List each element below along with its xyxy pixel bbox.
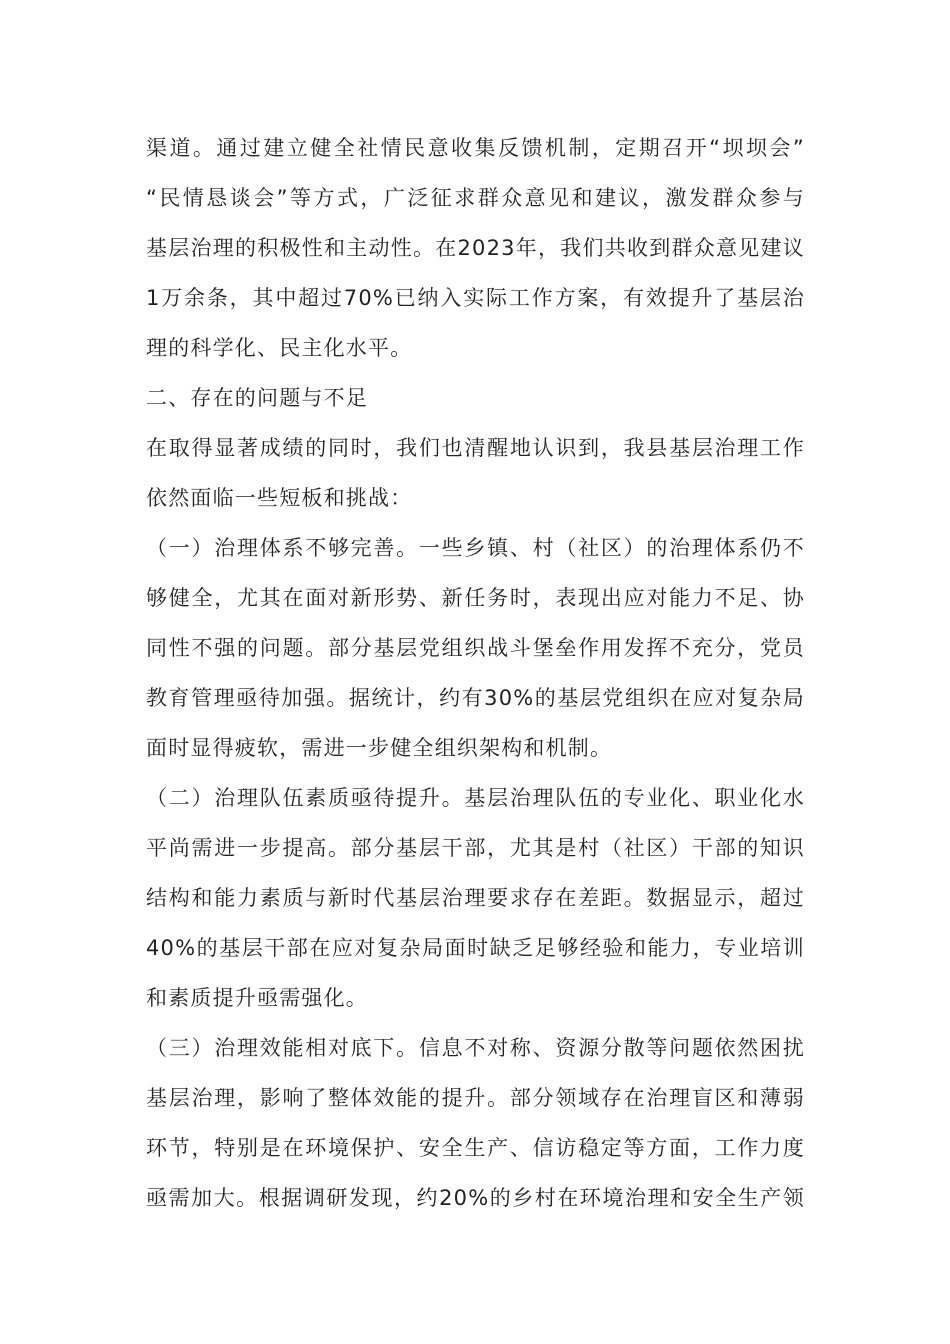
text-line: 同性不强的问题。部分基层党组织战斗堡垒作用发挥不充分，党员 (146, 636, 805, 660)
text-line: （二）治理队伍素质亟待提升。基层治理队伍的专业化、职业化水 (146, 786, 805, 810)
text-line: （一）治理体系不够完善。一些乡镇、村（社区）的治理体系仍不 (146, 536, 805, 560)
text-line: 在取得显著成绩的同时，我们也清醒地认识到，我县基层治理工作 (146, 436, 805, 460)
text-line: 平尚需进一步提高。部分基层干部，尤其是村（社区）干部的知识 (146, 836, 805, 860)
text-line: 基层治理的积极性和主动性。在2023年，我们共收到群众意见建议 (146, 236, 805, 260)
text-line: 面时显得疲软，需进一步健全组织架构和机制。 (146, 736, 613, 760)
text-line: 够健全，尤其在面对新形势、新任务时，表现出应对能力不足、协 (146, 586, 805, 610)
text-line: “民情恳谈会”等方式，广泛征求群众意见和建议，激发群众参与 (146, 186, 805, 210)
text-line: 基层治理，影响了整体效能的提升。部分领域存在治理盲区和薄弱 (146, 1086, 805, 1110)
text-line: 和素质提升亟需强化。 (146, 986, 368, 1010)
text-line: （三）治理效能相对底下。信息不对称、资源分散等问题依然困扰 (146, 1036, 805, 1060)
text-line: 40%的基层干部在应对复杂局面时缺乏足够经验和能力，专业培训 (146, 936, 805, 960)
text-line: 环节，特别是在环境保护、安全生产、信访稳定等方面，工作力度 (146, 1136, 805, 1160)
section-heading: 二、存在的问题与不足 (146, 386, 368, 410)
text-line: 依然面临一些短板和挑战： (146, 486, 413, 510)
text-line: 渠道。通过建立健全社情民意收集反馈机制，定期召开“坝坝会” (146, 136, 805, 160)
text-line: 教育管理亟待加强。据统计，约有30%的基层党组织在应对复杂局 (146, 686, 805, 710)
text-line: 亟需加大。根据调研发现，约20%的乡村在环境治理和安全生产领 (146, 1186, 805, 1210)
text-line: 理的科学化、民主化水平。 (146, 336, 413, 360)
text-line: 结构和能力素质与新时代基层治理要求存在差距。数据显示，超过 (146, 886, 805, 910)
text-line: 1万余条，其中超过70%已纳入实际工作方案，有效提升了基层治 (146, 286, 805, 310)
